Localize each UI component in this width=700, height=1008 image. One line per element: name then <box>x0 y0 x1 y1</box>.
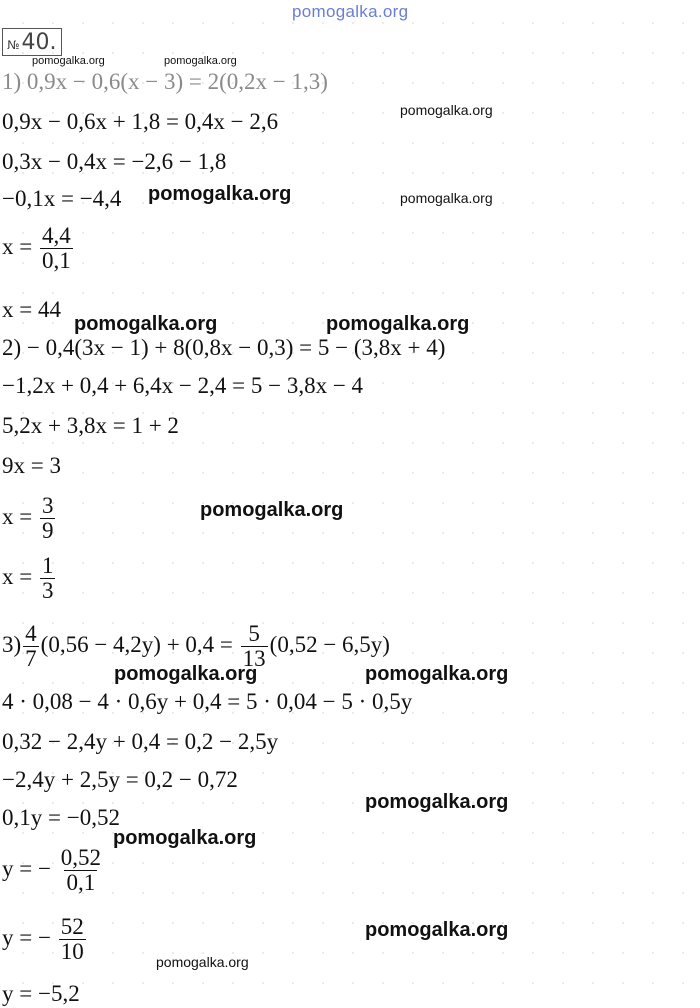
equation-1-step-1: 0,9x − 0,6x + 1,8 = 0,4x − 2,6 <box>2 109 279 134</box>
watermark: pomogalka.org <box>400 102 493 118</box>
equation-2-step-3: 9x = 3 <box>2 453 61 478</box>
equation-3-step-3: −2,4y + 2,5y = 0,2 − 0,72 <box>2 767 238 792</box>
watermark: pomogalka.org <box>365 663 509 685</box>
numerator: 0,52 <box>60 845 101 870</box>
task-number: 40. <box>21 30 57 55</box>
watermark: pomogalka.org <box>74 313 218 335</box>
watermark: pomogalka.org <box>114 663 258 685</box>
lhs: x = <box>2 563 33 589</box>
numerator: 3 <box>41 493 54 518</box>
watermark: pomogalka.org <box>148 183 292 205</box>
lhs: x = <box>2 233 33 259</box>
denominator: 3 <box>41 578 54 604</box>
fraction <box>59 846 103 895</box>
item-number: 3) <box>2 631 22 657</box>
equation-3-step-6 <box>2 915 88 964</box>
end-expression: (0,52 − 6,5y) <box>269 631 390 657</box>
denominator: 0,1 <box>41 248 71 274</box>
watermark: pomogalka.org <box>32 55 105 67</box>
equation-1-step-4 <box>2 224 75 273</box>
denominator: 13 <box>242 646 266 672</box>
equation-3-answer: y = −5,2 <box>2 981 80 1006</box>
fraction <box>59 915 86 964</box>
watermark: pomogalka.org <box>365 791 509 813</box>
fraction <box>40 224 73 273</box>
watermark: pomogalka.org <box>164 55 237 67</box>
lhs: x = <box>2 503 33 529</box>
numerator: 1 <box>41 553 54 578</box>
watermark: pomogalka.org <box>113 827 257 849</box>
task-number-box <box>2 28 62 56</box>
numerator: 4 <box>25 621 37 646</box>
equation-1-step-3: −0,1x = −4,4 <box>2 186 122 211</box>
lhs: y = − <box>2 855 51 881</box>
equation-3-step-4: 0,1y = −0,52 <box>2 805 120 830</box>
equation-1-statement: 1) 0,9x − 0,6(x − 3) = 2(0,2x − 1,3) <box>2 69 328 94</box>
number-sign: № <box>7 38 20 52</box>
equation-2-step-1: −1,2x + 0,4 + 6,4x − 2,4 = 5 − 3,8x − 4 <box>2 373 364 398</box>
middle-expression: (0,56 − 4,2y) + 0,4 = <box>40 631 233 657</box>
equation-2-step-2: 5,2x + 3,8x = 1 + 2 <box>2 413 179 438</box>
watermark: pomogalka.org <box>326 313 470 335</box>
numerator: 5 <box>248 621 260 646</box>
equation-2-step-4 <box>2 494 57 543</box>
lhs: y = − <box>2 924 51 950</box>
equation-2-answer <box>2 554 57 603</box>
equation-2-statement: 2) − 0,4(3x − 1) + 8(0,8x − 0,3) = 5 − (3,8x + 4) <box>2 335 446 360</box>
watermark: pomogalka.org <box>156 954 249 970</box>
numerator: 4,4 <box>41 223 71 248</box>
watermark: pomogalka.org <box>200 499 344 521</box>
site-header-watermark[interactable]: pomogalka.org <box>292 2 409 21</box>
numerator: 52 <box>60 914 84 939</box>
equation-1-step-2: 0,3x − 0,4x = −2,6 − 1,8 <box>2 149 227 174</box>
equation-1-answer: x = 44 <box>2 297 61 322</box>
denominator: 10 <box>60 939 84 965</box>
watermark: pomogalka.org <box>400 190 493 206</box>
equation-3-step-2: 0,32 − 2,4y + 0,4 = 0,2 − 2,5y <box>2 729 279 754</box>
equation-3-step-5 <box>2 846 105 895</box>
fraction <box>23 622 39 671</box>
fraction <box>40 494 56 543</box>
watermark: pomogalka.org <box>365 919 509 941</box>
denominator: 9 <box>41 518 54 544</box>
equation-3-step-1: 4 · 0,08 − 4 · 0,6y + 0,4 = 5 · 0,04 − 5 · 0,5y <box>2 689 413 714</box>
denominator: 7 <box>25 646 37 672</box>
fraction <box>40 554 56 603</box>
denominator: 0,1 <box>66 870 96 896</box>
